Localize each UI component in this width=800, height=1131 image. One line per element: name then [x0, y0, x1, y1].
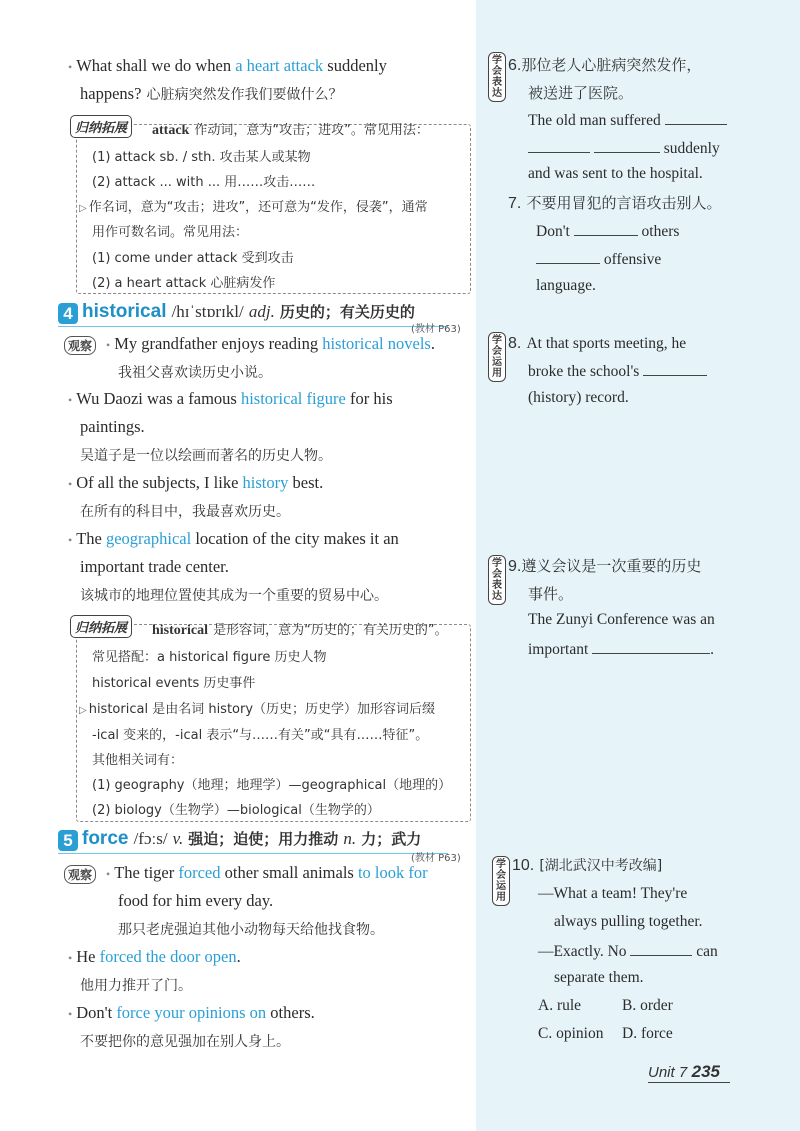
- attack-box-line1: (1) attack sb. / sth. 攻击某人或某物: [92, 150, 311, 165]
- attack-box-line4: 用作可数名词。常见用法：: [92, 225, 249, 240]
- unit-label: Unit 7: [648, 1064, 688, 1081]
- attack-box-line6: (2) a heart attack 心脏病发作: [92, 276, 276, 291]
- q7-prompt: 7. 不要用冒犯的言语攻击别人。: [508, 194, 722, 212]
- bullet-icon: •: [68, 477, 73, 491]
- textbook-source: (教材 P63): [411, 324, 461, 335]
- attack-box-heading: attack 作动词，意为“攻击；进攻”。常见用法：: [152, 123, 429, 138]
- force-example-3-zh: 不要把你的意见强加在别人身上。: [80, 1034, 290, 1050]
- word-5-header: force /fɔːs/ v. 强迫；迫使；用力推动 n. 力；武力: [82, 828, 422, 849]
- bullet-icon: •: [68, 393, 73, 407]
- force-example-2-zh: 他用力推开了门。: [80, 978, 192, 994]
- attack-box-line3: ▷ 作名词，意为“攻击；进攻”，还可意为“发作，侵袭”，通常: [79, 200, 428, 215]
- word-4-header: historical /hɪˈstɒrɪkl/ adj. 历史的；有关历史的: [82, 301, 415, 322]
- q10-option-d[interactable]: D. force: [622, 1025, 673, 1042]
- footer-underline: [648, 1082, 730, 1083]
- word-number-badge: 4: [58, 303, 78, 324]
- q8-line1: 8. At that sports meeting, he: [508, 335, 687, 352]
- historical-box-line3: ▷ historical 是由名词 history（历史；历史学）加形容词后缀: [79, 702, 436, 717]
- page-footer: [648, 1062, 720, 1082]
- historical-example-1: • My grandfather enjoys reading historical novels.: [106, 334, 435, 353]
- answer-blank[interactable]: [536, 249, 600, 264]
- force-example-1-zh: 那只老虎强迫其他小动物每天给他找食物。: [118, 922, 384, 938]
- textbook-source: (教材 P63): [411, 853, 461, 864]
- q9-prompt-line1: 9.遵义会议是一次重要的历史: [508, 557, 702, 575]
- historical-example-2-zh: 吴道子是一位以绘画而著名的历史人物。: [80, 448, 332, 464]
- force-example-2: • He forced the door open.: [68, 947, 241, 966]
- q10-line1: —What a team! They're: [538, 885, 688, 902]
- answer-blank[interactable]: [643, 361, 707, 376]
- learn-to-use-tag: 学会运用: [488, 332, 506, 382]
- page-number: 235: [691, 1062, 721, 1081]
- q10-line2: always pulling together.: [554, 913, 703, 930]
- q6-line1: The old man suffered: [528, 110, 727, 130]
- historical-box-line2: historical events 历史事件: [92, 676, 256, 691]
- summary-tag: 归纳拓展: [70, 615, 132, 638]
- intro-example-line2: happens? 心脏病突然发作我们要做什么？: [80, 84, 343, 103]
- historical-example-4-line2: important trade center.: [80, 557, 229, 576]
- q6-prompt-line2: 被送进了医院。: [528, 84, 634, 102]
- q10-option-c[interactable]: C. opinion: [538, 1025, 604, 1042]
- learn-to-express-tag: 学会表达: [488, 52, 506, 102]
- historical-example-4-zh: 该城市的地理位置使其成为一个重要的贸易中心。: [80, 588, 388, 604]
- historical-box-heading: historical 是形容词，意为“历史的；有关历史的”。: [152, 623, 448, 638]
- force-example-3: • Don't force your opinions on others.: [68, 1003, 315, 1022]
- bullet-icon: •: [68, 1007, 73, 1021]
- historical-box-line7: (2) biology（生物学）—biological（生物学的）: [92, 803, 380, 818]
- learn-to-express-tag: 学会表达: [488, 555, 506, 605]
- bullet-icon: •: [106, 338, 111, 352]
- q9-prompt-line2: 事件。: [528, 585, 574, 603]
- answer-blank[interactable]: [594, 138, 660, 153]
- answer-blank[interactable]: [574, 221, 638, 236]
- q10-option-a[interactable]: A. rule: [538, 997, 582, 1014]
- historical-example-4: • The geographical location of the city makes it an: [68, 529, 399, 548]
- historical-example-2: • Wu Daozi was a famous historical figure for his: [68, 389, 393, 408]
- q6-prompt-line1: 6.那位老人心脏病突然发作，: [508, 56, 702, 74]
- word-number-badge: 5: [58, 830, 78, 851]
- summary-tag: 归纳拓展: [70, 115, 132, 138]
- bullet-icon: •: [106, 867, 111, 881]
- q10-line4: separate them.: [554, 969, 644, 986]
- answer-blank[interactable]: [528, 138, 590, 153]
- q10-header: 10. [湖北武汉中考改编]: [512, 857, 663, 874]
- attack-box-line5: (1) come under attack 受到攻击: [92, 251, 294, 266]
- historical-box-line4: -ical 变来的，-ical 表示“与……有关”或“具有……特征”。: [92, 728, 429, 743]
- q6-line2: suddenly: [528, 138, 720, 158]
- bullet-icon: •: [68, 951, 73, 965]
- q7-line1: Don't others: [536, 223, 680, 240]
- arrow-icon: ▷: [79, 203, 87, 214]
- force-example-1-line2: food for him every day.: [118, 891, 274, 910]
- historical-example-3-zh: 在所有的科目中，我最喜欢历史。: [80, 504, 290, 520]
- q7-line2: offensive: [536, 249, 661, 269]
- learn-to-use-tag: 学会运用: [492, 856, 510, 906]
- historical-example-1-zh: 我祖父喜欢读历史小说。: [118, 365, 272, 381]
- answer-blank[interactable]: [665, 110, 727, 125]
- bullet-icon: •: [68, 533, 73, 547]
- observe-tag: 观察: [64, 865, 96, 884]
- bullet-icon: •: [68, 60, 73, 74]
- attack-box-line2: (2) attack ... with ... 用……攻击……: [92, 175, 316, 190]
- historical-box-line6: (1) geography（地理；地理学）—geographical（地理的）: [92, 778, 452, 793]
- arrow-icon: ▷: [79, 705, 87, 716]
- q9-line2: important .: [528, 641, 715, 658]
- historical-example-2-line2: paintings.: [80, 417, 145, 436]
- historical-box-line1: 常见搭配：a historical figure 历史人物: [92, 650, 327, 665]
- q7-line3: language.: [536, 277, 596, 294]
- q9-line1: The Zunyi Conference was an: [528, 611, 715, 628]
- answer-blank[interactable]: [592, 639, 710, 654]
- force-example-1: • The tiger forced other small animals to look for: [106, 863, 428, 882]
- q8-line2: broke the school's: [528, 361, 707, 381]
- q10-line3: —Exactly. No can: [538, 943, 718, 960]
- q10-option-b[interactable]: B. order: [622, 997, 673, 1014]
- answer-blank[interactable]: [630, 941, 692, 956]
- q8-line3: (history) record.: [528, 389, 629, 406]
- q6-line3: and was sent to the hospital.: [528, 165, 703, 182]
- historical-example-3: • Of all the subjects, I like history best.: [68, 473, 324, 492]
- observe-tag: 观察: [64, 336, 96, 355]
- historical-box-line5: 其他相关词有：: [92, 753, 184, 768]
- intro-example-line1: • What shall we do when a heart attack suddenly: [68, 56, 387, 75]
